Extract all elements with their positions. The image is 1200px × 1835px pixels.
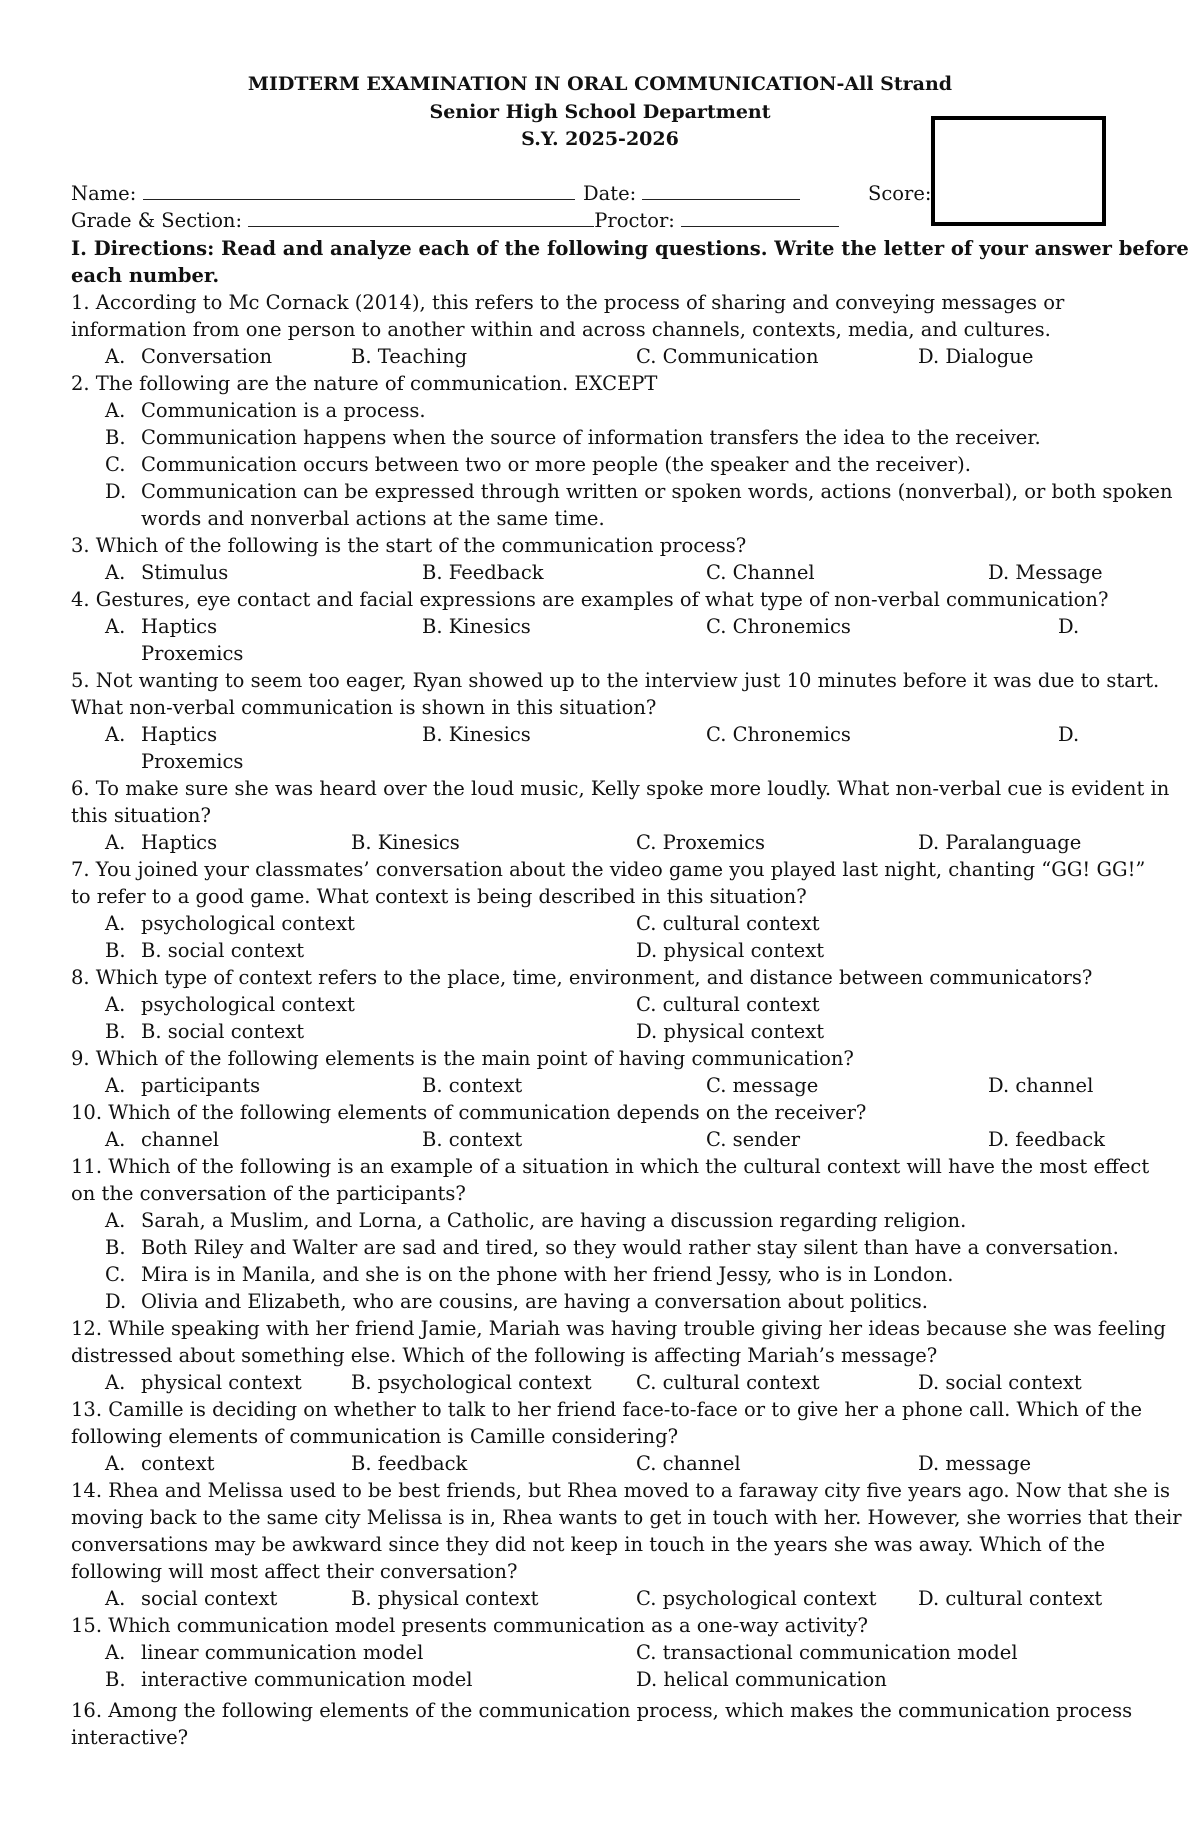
question-16-line-2: interactive? bbox=[71, 1726, 189, 1749]
q5-option-c: C. Chronemics bbox=[706, 723, 851, 746]
q15-option-a-letter: A. bbox=[105, 1641, 126, 1664]
score-box[interactable] bbox=[931, 116, 1106, 226]
q11-option-b: Both Riley and Walter are sad and tired, so they would rather stay silent than have a conversation. bbox=[141, 1236, 1119, 1259]
question-7-line-2: to refer to a good game. What context is being described in this situation? bbox=[71, 885, 807, 908]
name-field[interactable] bbox=[71, 180, 575, 207]
q4-option-c: C. Chronemics bbox=[706, 615, 851, 638]
name-label: Name: bbox=[71, 182, 137, 205]
directions-line-2: each number. bbox=[71, 264, 220, 287]
q12-option-d: D. social context bbox=[918, 1371, 1082, 1394]
question-12-line-2: distressed about something else. Which of the following is affecting Mariah’s message? bbox=[71, 1344, 938, 1367]
school-year-label: S.Y. 2025-2026 bbox=[521, 128, 679, 150]
question-1-line-2: information from one person to another within and across channels, contexts, media, and cultures. bbox=[71, 318, 1051, 341]
question-14-line-1: 14. Rhea and Melissa used to be best friends, but Rhea moved to a faraway city five years ago. Now that she is bbox=[71, 1479, 1171, 1502]
question-11-line-2: on the conversation of the participants? bbox=[71, 1182, 466, 1205]
q8-option-d: D. physical context bbox=[636, 1020, 825, 1043]
q2-option-b-letter: B. bbox=[105, 426, 126, 449]
q14-option-a: social context bbox=[141, 1587, 278, 1610]
q14-option-a-letter: A. bbox=[105, 1587, 126, 1610]
q11-option-c: Mira is in Manila, and she is on the phone with her friend Jessy, who is in London. bbox=[141, 1263, 954, 1286]
question-16-line-1: 16. Among the following elements of the communication process, which makes the communication process bbox=[71, 1699, 1133, 1722]
question-13-line-1: 13. Camille is deciding on whether to talk to her friend face-to-face or to give her a phone call. Which of the bbox=[71, 1398, 1143, 1421]
q6-option-a-letter: A. bbox=[105, 831, 126, 854]
q11-option-d-letter: D. bbox=[105, 1290, 127, 1313]
q15-option-b-letter: B. bbox=[105, 1668, 126, 1691]
question-6-line-1: 6. To make sure she was heard over the loud music, Kelly spoke more loudly. What non-verbal cue is evident in bbox=[71, 777, 1170, 800]
q2-option-a: Communication is a process. bbox=[141, 399, 426, 422]
q7-option-d: D. physical context bbox=[636, 939, 825, 962]
q6-option-b: B. Kinesics bbox=[351, 831, 460, 854]
q11-option-a: Sarah, a Muslim, and Lorna, a Catholic, are having a discussion regarding religion. bbox=[141, 1209, 967, 1232]
q10-option-d: D. feedback bbox=[988, 1128, 1105, 1151]
question-2-stem: 2. The following are the nature of communication. EXCEPT bbox=[71, 372, 658, 395]
question-12-line-1: 12. While speaking with her friend Jamie, Mariah was having trouble giving her ideas because she was feeling bbox=[71, 1317, 1166, 1340]
q9-option-d: D. channel bbox=[988, 1074, 1094, 1097]
q3-option-b: B. Feedback bbox=[422, 561, 544, 584]
q6-option-d: D. Paralanguage bbox=[918, 831, 1082, 854]
q14-option-c: C. psychological context bbox=[636, 1587, 877, 1610]
q7-option-b-letter: B. bbox=[105, 939, 126, 962]
q4-option-a-letter: A. bbox=[105, 615, 126, 638]
q1-option-b: B. Teaching bbox=[351, 345, 468, 368]
q5-option-a: Haptics bbox=[141, 723, 218, 746]
question-14-line-2: moving back to the same city Melissa is in, Rhea wants to get in touch with her. However, she worries that their bbox=[71, 1506, 1182, 1529]
q14-option-b: B. physical context bbox=[351, 1587, 539, 1610]
question-13-line-2: following elements of communication is Camille considering? bbox=[71, 1425, 679, 1448]
q14-option-d: D. cultural context bbox=[918, 1587, 1103, 1610]
q15-option-b: interactive communication model bbox=[141, 1668, 473, 1691]
q2-option-b: Communication happens when the source of information transfers the idea to the receiver. bbox=[141, 426, 1041, 449]
question-10-stem: 10. Which of the following elements of communication depends on the receiver? bbox=[71, 1101, 867, 1124]
q1-option-d: D. Dialogue bbox=[918, 345, 1034, 368]
q10-option-c: C. sender bbox=[706, 1128, 801, 1151]
q13-option-a-letter: A. bbox=[105, 1452, 126, 1475]
name-blank[interactable] bbox=[143, 181, 575, 200]
q2-option-c-letter: C. bbox=[105, 453, 126, 476]
question-15-stem: 15. Which communication model presents communication as a one-way activity? bbox=[71, 1614, 868, 1637]
directions-line-1: I. Directions: Read and analyze each of the following questions. Write the letter of your answer before bbox=[71, 237, 1189, 260]
q9-option-a: participants bbox=[141, 1074, 261, 1097]
q3-option-d: D. Message bbox=[988, 561, 1103, 584]
date-blank[interactable] bbox=[642, 181, 800, 200]
q10-option-a: channel bbox=[141, 1128, 219, 1151]
q8-option-c: C. cultural context bbox=[636, 993, 820, 1016]
q8-option-b-letter: B. bbox=[105, 1020, 126, 1043]
q4-option-a: Haptics bbox=[141, 615, 218, 638]
question-14-line-4: following will most affect their conversation? bbox=[71, 1560, 518, 1583]
q15-option-d: D. helical communication bbox=[636, 1668, 887, 1691]
q5-option-d-letter: D. bbox=[1058, 723, 1080, 746]
question-7-line-1: 7. You joined your classmates’ conversation about the video game you played last night, chanting “GG! GG!” bbox=[71, 858, 1146, 881]
q9-option-a-letter: A. bbox=[105, 1074, 126, 1097]
q15-option-c: C. transactional communication model bbox=[636, 1641, 1018, 1664]
q5-option-a-letter: A. bbox=[105, 723, 126, 746]
q2-option-a-letter: A. bbox=[105, 399, 126, 422]
q13-option-c: C. channel bbox=[636, 1452, 741, 1475]
proctor-label: Proctor: bbox=[594, 209, 675, 232]
q7-option-a-letter: A. bbox=[105, 912, 126, 935]
q9-option-c: C. message bbox=[706, 1074, 819, 1097]
q8-option-a-letter: A. bbox=[105, 993, 126, 1016]
q3-option-a: Stimulus bbox=[141, 561, 229, 584]
q3-option-a-letter: A. bbox=[105, 561, 126, 584]
q1-option-a-letter: A. bbox=[105, 345, 126, 368]
department-label: Senior High School Department bbox=[429, 101, 771, 123]
q2-option-d-line-1: Communication can be expressed through written or spoken words, actions (nonverbal), or both spoken bbox=[141, 480, 1173, 503]
proctor-blank[interactable] bbox=[681, 208, 839, 227]
q13-option-d: D. message bbox=[918, 1452, 1032, 1475]
q12-option-a-letter: A. bbox=[105, 1371, 126, 1394]
q2-option-d-letter: D. bbox=[105, 480, 127, 503]
q11-option-d: Olivia and Elizabeth, who are cousins, are having a conversation about politics. bbox=[141, 1290, 928, 1313]
q4-option-d-letter: D. bbox=[1058, 615, 1080, 638]
q6-option-a: Haptics bbox=[141, 831, 218, 854]
q13-option-b: B. feedback bbox=[351, 1452, 468, 1475]
grade-section-field[interactable] bbox=[71, 207, 839, 234]
q7-option-c: C. cultural context bbox=[636, 912, 820, 935]
q1-option-a: Conversation bbox=[141, 345, 273, 368]
q11-option-b-letter: B. bbox=[105, 1236, 126, 1259]
date-field[interactable] bbox=[583, 180, 800, 207]
q4-option-d: Proxemics bbox=[141, 642, 244, 665]
score-label: Score: bbox=[868, 182, 932, 205]
question-6-line-2: this situation? bbox=[71, 804, 211, 827]
q4-option-b: B. Kinesics bbox=[422, 615, 531, 638]
q12-option-c: C. cultural context bbox=[636, 1371, 820, 1394]
q2-option-c: Communication occurs between two or more people (the speaker and the receiver). bbox=[141, 453, 971, 476]
date-label: Date: bbox=[583, 182, 637, 205]
grade-section-label: Grade & Section: bbox=[71, 209, 243, 232]
q8-option-a: psychological context bbox=[141, 993, 355, 1016]
q2-option-d-line-2: words and nonverbal actions at the same time. bbox=[141, 507, 605, 530]
q8-option-b: B. social context bbox=[141, 1020, 305, 1043]
q12-option-a: physical context bbox=[141, 1371, 302, 1394]
q1-option-c: C. Communication bbox=[636, 345, 819, 368]
grade-section-blank[interactable] bbox=[248, 208, 594, 227]
q11-option-a-letter: A. bbox=[105, 1209, 126, 1232]
question-9-stem: 9. Which of the following elements is the main point of having communication? bbox=[71, 1047, 854, 1070]
q11-option-c-letter: C. bbox=[105, 1263, 126, 1286]
q6-option-c: C. Proxemics bbox=[636, 831, 765, 854]
q15-option-a: linear communication model bbox=[141, 1641, 424, 1664]
question-5-line-1: 5. Not wanting to seem too eager, Ryan showed up to the interview just 10 minutes before it was due to start. bbox=[71, 669, 1160, 692]
q13-option-a: context bbox=[141, 1452, 215, 1475]
question-1-line-1: 1. According to Mc Cornack (2014), this refers to the process of sharing and conveying messages or bbox=[71, 291, 1065, 314]
q5-option-d: Proxemics bbox=[141, 750, 244, 773]
q10-option-a-letter: A. bbox=[105, 1128, 126, 1151]
question-4-stem: 4. Gestures, eye contact and facial expressions are examples of what type of non-verbal communication? bbox=[71, 588, 1109, 611]
q3-option-c: C. Channel bbox=[706, 561, 815, 584]
question-5-line-2: What non-verbal communication is shown in this situation? bbox=[71, 696, 657, 719]
question-11-line-1: 11. Which of the following is an example of a situation in which the cultural context will have the most effect bbox=[71, 1155, 1150, 1178]
q9-option-b: B. context bbox=[422, 1074, 523, 1097]
question-3-stem: 3. Which of the following is the start of the communication process? bbox=[71, 534, 747, 557]
question-8-stem: 8. Which type of context refers to the place, time, environment, and distance between communicators? bbox=[71, 966, 1093, 989]
q7-option-b: B. social context bbox=[141, 939, 305, 962]
q10-option-b: B. context bbox=[422, 1128, 523, 1151]
question-14-line-3: conversations may be awkward since they did not keep in touch in the years she was away. Which of the bbox=[71, 1533, 1106, 1556]
q12-option-b: B. psychological context bbox=[351, 1371, 592, 1394]
q7-option-a: psychological context bbox=[141, 912, 355, 935]
exam-title: MIDTERM EXAMINATION IN ORAL COMMUNICATION-All Strand bbox=[247, 73, 953, 95]
q5-option-b: B. Kinesics bbox=[422, 723, 531, 746]
